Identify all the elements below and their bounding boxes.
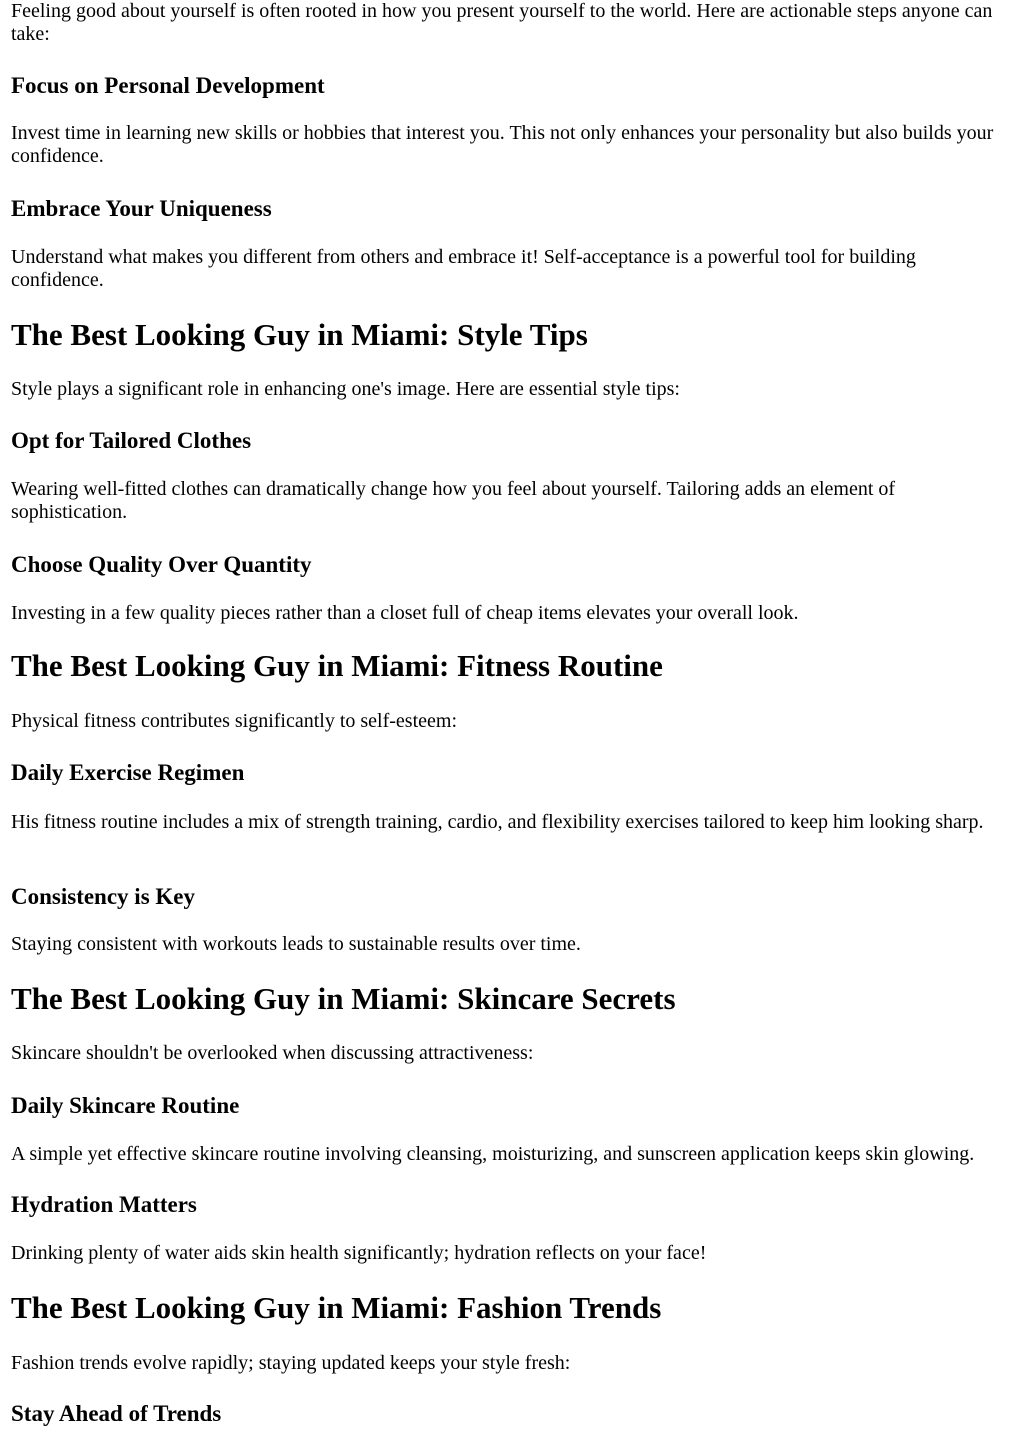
subheading-stay-ahead: Stay Ahead of Trends — [11, 1401, 222, 1426]
paragraph-tailored-clothes: Wearing well-fitted clothes can dramatically change how you feel about yourself. Tailoring adds an element of sophistication. — [11, 478, 896, 523]
subheading-personal-development: Focus on Personal Development — [11, 73, 325, 98]
section-title-skincare-secrets: The Best Looking Guy in Miami: Skincare Secrets — [11, 981, 676, 1016]
paragraph-consistency: Staying consistent with workouts leads to sustainable results over time. — [11, 933, 581, 955]
paragraph-daily-skincare: A simple yet effective skincare routine involving cleansing, moisturizing, and sunscreen application keeps skin glowing. — [11, 1143, 975, 1165]
section-intro-skincare-secrets: Skincare shouldn't be overlooked when discussing attractiveness: — [11, 1042, 534, 1064]
subheading-daily-exercise: Daily Exercise Regimen — [11, 760, 245, 785]
subheading-consistency: Consistency is Key — [11, 884, 195, 909]
paragraph-daily-exercise: His fitness routine includes a mix of strength training, cardio, and flexibility exercises tailored to keep him looking sharp. — [11, 811, 984, 833]
section-intro-style-tips: Style plays a significant role in enhancing one's image. Here are essential style tips: — [11, 378, 680, 400]
paragraph-quality-over-quantity: Investing in a few quality pieces rather than a closet full of cheap items elevates your overall look. — [11, 602, 799, 624]
paragraph-personal-development: Invest time in learning new skills or hobbies that interest you. This not only enhances your personality but also builds your confidence. — [11, 122, 994, 167]
section-intro-fitness-routine: Physical fitness contributes significantly to self-esteem: — [11, 710, 458, 732]
subheading-hydration: Hydration Matters — [11, 1192, 197, 1217]
section-title-style-tips: The Best Looking Guy in Miami: Style Tips — [11, 317, 588, 352]
subheading-quality-over-quantity: Choose Quality Over Quantity — [11, 552, 312, 577]
paragraph-uniqueness: Understand what makes you different from others and embrace it! Self-acceptance is a powerful tool for building confidence. — [11, 246, 916, 291]
paragraph-hydration: Drinking plenty of water aids skin health significantly; hydration reflects on your face! — [11, 1242, 707, 1264]
section-intro-fashion-trends: Fashion trends evolve rapidly; staying updated keeps your style fresh: — [11, 1352, 571, 1374]
intro-paragraph: Feeling good about yourself is often rooted in how you present yourself to the world. Here are actionable steps anyone can take: — [11, 0, 993, 45]
section-title-fashion-trends: The Best Looking Guy in Miami: Fashion Trends — [11, 1290, 662, 1325]
section-title-fitness-routine: The Best Looking Guy in Miami: Fitness Routine — [11, 648, 663, 683]
subheading-daily-skincare: Daily Skincare Routine — [11, 1093, 240, 1118]
subheading-tailored-clothes: Opt for Tailored Clothes — [11, 428, 252, 453]
subheading-uniqueness: Embrace Your Uniqueness — [11, 196, 272, 221]
